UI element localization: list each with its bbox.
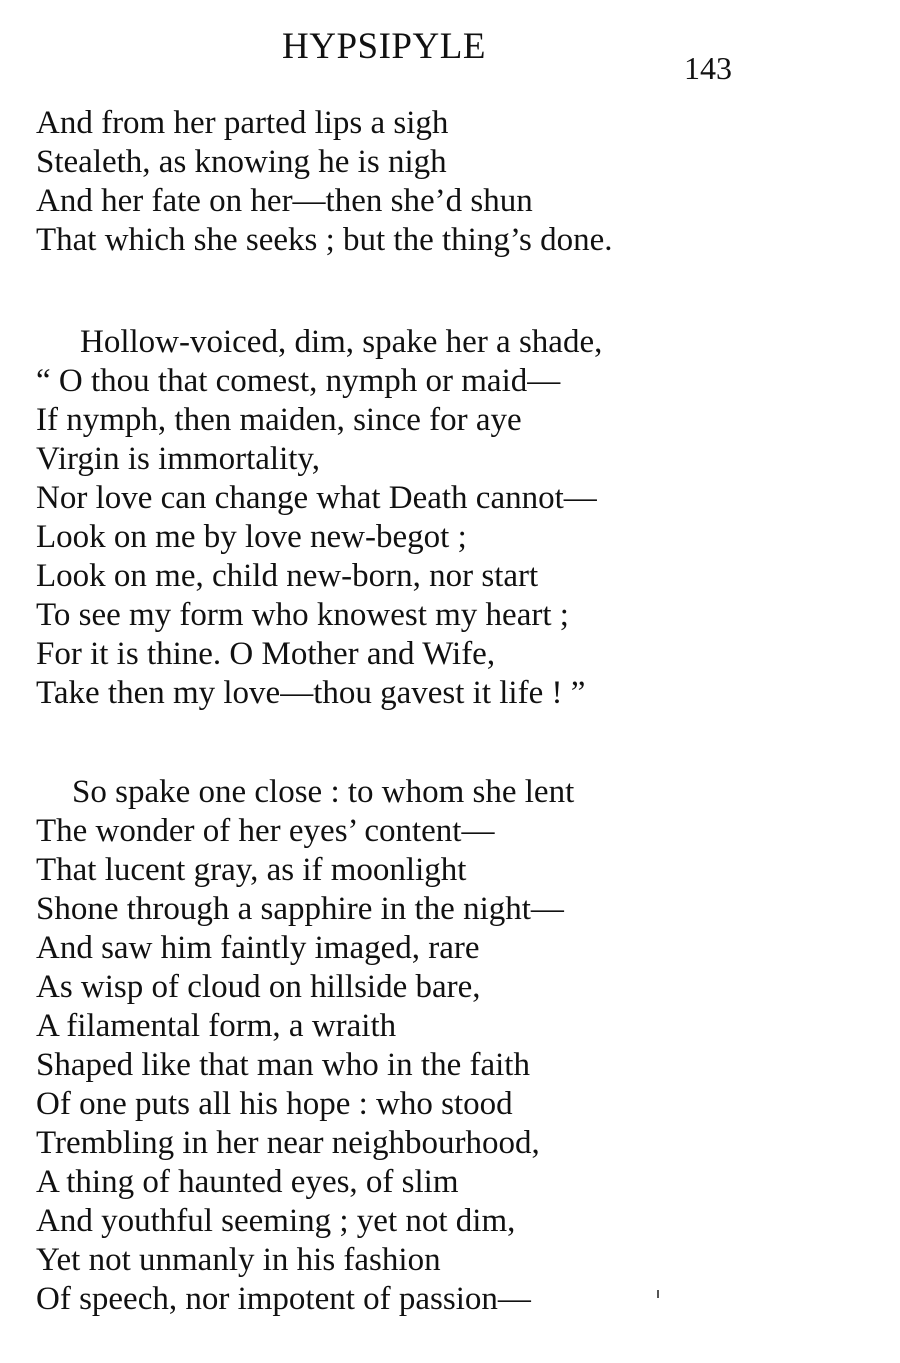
verse-line: Stealeth, as knowing he is nigh bbox=[36, 144, 447, 180]
stanza-1 bbox=[36, 104, 613, 260]
verse-line: And saw him faintly imaged, rare bbox=[36, 930, 480, 966]
print-speck bbox=[657, 1290, 659, 1298]
verse-line: As wisp of cloud on hillside bare, bbox=[36, 969, 481, 1005]
verse-line: And youthful seeming ; yet not dim, bbox=[36, 1203, 516, 1239]
verse-line: Of one puts all his hope : who stood bbox=[36, 1086, 513, 1122]
verse-line: Look on me by love new-begot ; bbox=[36, 519, 467, 555]
verse-line: That lucent gray, as if moonlight bbox=[36, 852, 467, 888]
verse-line: So spake one close : to whom she lent bbox=[72, 774, 575, 810]
running-title: HYPSIPYLE bbox=[282, 26, 486, 67]
verse-line: And from her parted lips a sigh bbox=[36, 105, 449, 141]
verse-line: Take then my love—thou gavest it life ! ” bbox=[36, 675, 586, 711]
verse-line: A filamental form, a wraith bbox=[36, 1008, 397, 1044]
verse-line: Shone through a sapphire in the night— bbox=[36, 891, 564, 927]
stanza-3 bbox=[36, 773, 574, 1319]
verse-line: If nymph, then maiden, since for aye bbox=[36, 402, 522, 438]
verse-line: To see my form who knowest my heart ; bbox=[36, 597, 569, 633]
verse-line: For it is thine. O Mother and Wife, bbox=[36, 636, 496, 672]
verse-line: Look on me, child new-born, nor start bbox=[36, 558, 539, 594]
verse-line: And her fate on her—then she’d shun bbox=[36, 183, 533, 219]
page-number: 143 bbox=[684, 50, 732, 86]
verse-line: “ O thou that comest, nymph or maid— bbox=[36, 363, 561, 399]
verse-line: Shaped like that man who in the faith bbox=[36, 1047, 530, 1083]
stanza-2 bbox=[36, 323, 602, 713]
verse-line: That which she seeks ; but the thing’s done. bbox=[36, 222, 613, 258]
verse-line: Of speech, nor impotent of passion— bbox=[36, 1281, 531, 1317]
verse-line: A thing of haunted eyes, of slim bbox=[36, 1164, 459, 1200]
verse-line: Hollow-voiced, dim, spake her a shade, bbox=[80, 324, 603, 360]
verse-line: Trembling in her near neighbourhood, bbox=[36, 1125, 540, 1161]
verse-line: Nor love can change what Death cannot— bbox=[36, 480, 597, 516]
verse-line: Virgin is immortality, bbox=[36, 441, 321, 477]
verse-line: Yet not unmanly in his fashion bbox=[36, 1242, 441, 1278]
verse-line: The wonder of her eyes’ content— bbox=[36, 813, 495, 849]
